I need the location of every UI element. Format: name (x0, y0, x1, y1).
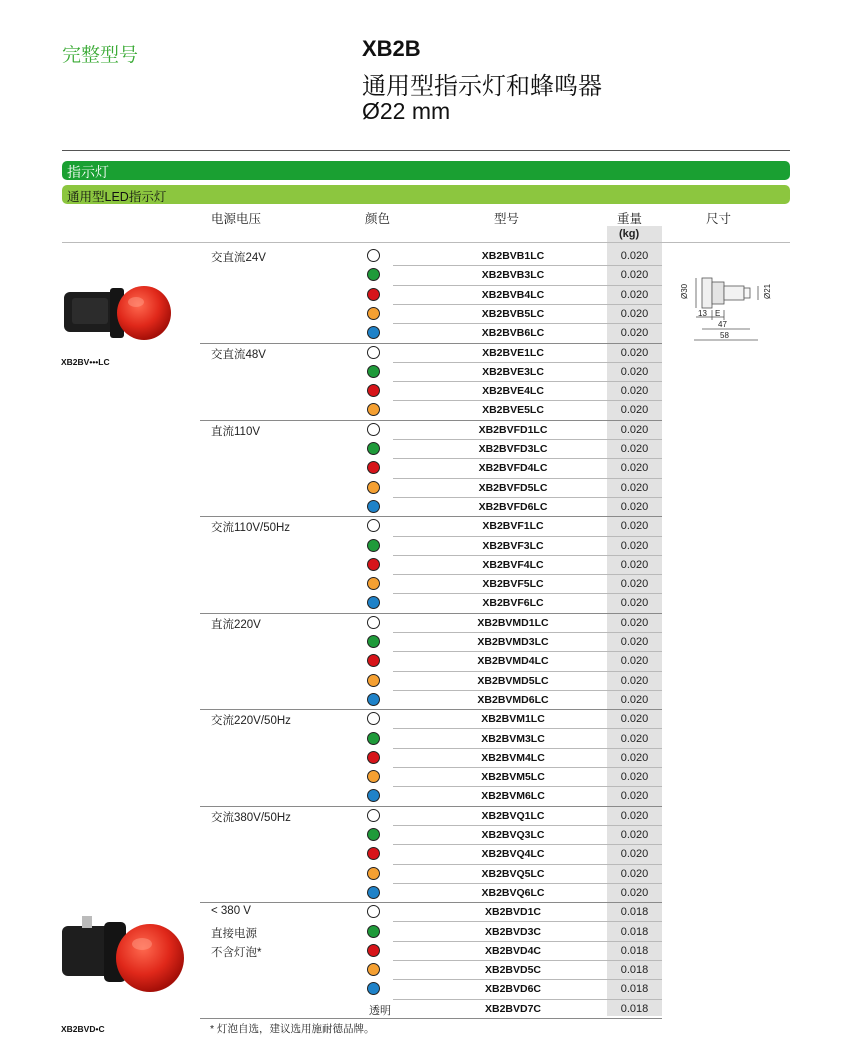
model-number: XB2BVE3LC (482, 365, 544, 378)
weight-value: 0.020 (620, 674, 649, 687)
model-number: XB2BVQ4LC (481, 848, 545, 861)
model-number: XB2BVB4LC (481, 288, 545, 301)
row-divider (393, 864, 662, 865)
row-divider (393, 728, 662, 729)
row-divider (393, 536, 662, 537)
weight-value: 0.018 (620, 906, 649, 919)
model-number: XB2BVMD1LC (477, 616, 549, 629)
dim-inner-diameter: Ø21 (763, 283, 772, 299)
voltage-label: 交流110V/50Hz (211, 522, 291, 535)
model-number: XB2BVM3LC (481, 732, 545, 745)
lamp-color-blue-icon (367, 789, 380, 802)
lamp-color-blue-icon (367, 886, 380, 899)
weight-value: 0.020 (620, 500, 649, 513)
weight-value: 0.020 (620, 269, 649, 282)
top-divider (62, 150, 790, 151)
voltage-label: 不含灯泡* (211, 946, 262, 959)
lamp-color-green-icon (367, 828, 380, 841)
weight-value: 0.020 (620, 365, 649, 378)
weight-value: 0.020 (620, 616, 649, 629)
model-number: XB2BVB6LC (481, 327, 545, 340)
subcategory-label: 通用型LED指示灯 (67, 190, 167, 204)
model-number: XB2BVB3LC (481, 269, 545, 282)
category-label: 指示灯 (67, 164, 109, 180)
weight-value: 0.020 (620, 713, 649, 726)
group-divider (200, 902, 662, 903)
weight-value: 0.020 (620, 790, 649, 803)
row-divider (393, 478, 662, 479)
model-number: XB2BVMD5LC (477, 674, 549, 687)
row-divider (393, 767, 662, 768)
voltage-label: 直接电源 (211, 927, 257, 940)
weight-value: 0.020 (620, 655, 649, 668)
lamp-color-red-icon (367, 751, 380, 764)
voltage-label: 交流220V/50Hz (211, 715, 291, 728)
lamp-color-red-icon (367, 384, 380, 397)
subcategory-bar (62, 185, 790, 204)
row-divider (393, 632, 662, 633)
lamp-color-green-icon (367, 925, 380, 938)
model-number: XB2BVE5LC (482, 404, 544, 417)
voltage-label: 直流220V (211, 618, 261, 631)
row-divider (393, 593, 662, 594)
weight-value: 0.020 (620, 732, 649, 745)
lamp-color-green-icon (367, 732, 380, 745)
row-divider (393, 304, 662, 305)
lamp-color-orange-icon (367, 307, 380, 320)
group-divider (200, 516, 662, 517)
weight-value: 0.020 (620, 848, 649, 861)
weight-value: 0.020 (620, 693, 649, 706)
weight-value: 0.020 (620, 462, 649, 475)
lamp-color-white-icon (367, 616, 380, 629)
row-divider (393, 999, 662, 1000)
lamp-color-orange-icon (367, 770, 380, 783)
model-number: XB2BVB1LC (481, 250, 545, 262)
model-number: XB2BVE1LC (482, 346, 544, 359)
lamp-color-orange-icon (367, 403, 380, 416)
weight-value: 0.020 (620, 404, 649, 417)
lamp-color-green-icon (367, 539, 380, 552)
weight-value: 0.020 (620, 829, 649, 841)
header-model: 型号 (494, 212, 520, 226)
model-number: XB2BVMD6LC (477, 693, 549, 706)
lamp-color-orange-icon (367, 577, 380, 590)
model-number: XB2BVF4LC (482, 558, 544, 571)
row-divider (393, 979, 662, 980)
weight-value: 0.020 (620, 867, 649, 880)
lamp-color-green-icon (367, 268, 380, 281)
lamp-color-orange-icon (367, 481, 380, 494)
footnote: * 灯泡自选，建议选用施耐德品牌。 (210, 1023, 375, 1035)
weight-value: 0.020 (620, 288, 649, 301)
lamp-color-blue-icon (367, 596, 380, 609)
model-number: XB2BVMD3LC (477, 636, 549, 648)
lamp-color-orange-icon (367, 674, 380, 687)
row-divider (393, 362, 662, 363)
lamp-color-text: 透明 (369, 1004, 391, 1017)
model-number: XB2BVFD6LC (478, 500, 548, 513)
model-number: XB2BVFD1LC (478, 423, 548, 436)
row-divider (393, 844, 662, 845)
weight-value: 0.020 (620, 250, 649, 262)
lamp-color-blue-icon (367, 693, 380, 706)
weight-value: 0.020 (620, 385, 649, 398)
weight-value: 0.020 (620, 443, 649, 455)
dimension-drawing (676, 266, 786, 346)
row-divider (393, 400, 662, 401)
photo-caption-2: XB2BVD•C (61, 1024, 105, 1034)
lamp-color-white-icon (367, 346, 380, 359)
row-divider (393, 323, 662, 324)
weight-value: 0.020 (620, 520, 649, 533)
group-divider (200, 806, 662, 807)
weight-value: 0.020 (620, 809, 649, 822)
weight-value: 0.020 (620, 307, 649, 320)
voltage-label: < 380 V (211, 905, 251, 918)
lamp-color-green-icon (367, 365, 380, 378)
row-divider (393, 555, 662, 556)
lamp-color-orange-icon (367, 867, 380, 880)
lamp-color-blue-icon (367, 982, 380, 995)
lamp-color-red-icon (367, 558, 380, 571)
category-bar (62, 161, 790, 180)
model-number: XB2BVQ1LC (481, 809, 545, 822)
model-number: XB2BVM6LC (481, 790, 545, 803)
dim-a: 13 (698, 309, 707, 318)
row-divider (393, 941, 662, 942)
weight-value: 0.020 (620, 327, 649, 340)
lamp-color-white-icon (367, 905, 380, 918)
model-number: XB2BVD1C (484, 906, 542, 919)
product-size: Ø22 mm (362, 98, 451, 124)
model-number: XB2BVF5LC (482, 578, 544, 591)
lamp-color-blue-icon (367, 326, 380, 339)
lamp-color-green-icon (367, 635, 380, 648)
lamp-color-red-icon (367, 654, 380, 667)
header-voltage: 电源电压 (211, 212, 262, 226)
weight-value: 0.020 (620, 481, 649, 494)
lamp-color-red-icon (367, 847, 380, 860)
lamp-color-white-icon (367, 712, 380, 725)
weight-value: 0.020 (620, 597, 649, 610)
weight-value: 0.020 (620, 539, 649, 552)
model-number: XB2BVM4LC (481, 751, 545, 764)
model-number: XB2BVD4C (484, 944, 542, 957)
lamp-color-red-icon (367, 288, 380, 301)
group-divider (200, 613, 662, 614)
header-dimensions: 尺寸 (706, 212, 732, 226)
weight-value: 0.018 (620, 964, 649, 977)
model-number: XB2BVD3C (484, 925, 542, 938)
dim-e: E (715, 309, 721, 318)
row-divider (393, 265, 662, 266)
lamp-color-green-icon (367, 442, 380, 455)
row-divider (393, 285, 662, 286)
product-subtitle: 通用型指示灯和蜂鸣器 (362, 73, 602, 100)
model-number: XB2BVQ6LC (481, 886, 545, 899)
row-divider (393, 748, 662, 749)
header-divider (62, 242, 790, 243)
weight-value: 0.020 (620, 423, 649, 436)
weight-value: 0.020 (620, 558, 649, 571)
model-number: XB2BVB5LC (481, 307, 545, 320)
header-weight: 重量 (617, 212, 643, 226)
model-number: XB2BVFD4LC (478, 462, 548, 475)
group-divider (200, 709, 662, 710)
voltage-label: 交直流24V (211, 252, 266, 264)
lamp-color-white-icon (367, 423, 380, 436)
header-weight-unit: (kg) (619, 228, 640, 240)
lamp-color-blue-icon (367, 500, 380, 513)
row-divider (393, 574, 662, 575)
lamp-color-white-icon (367, 519, 380, 532)
row-divider (393, 497, 662, 498)
row-divider (393, 921, 662, 922)
model-number: XB2BVD7C (484, 1002, 542, 1015)
dim-outer-diameter: Ø30 (680, 283, 689, 299)
weight-value: 0.018 (620, 1002, 649, 1015)
model-number: XB2BVF3LC (482, 539, 544, 552)
model-number: XB2BVF1LC (482, 520, 544, 533)
row-divider (393, 960, 662, 961)
group-divider (200, 1018, 662, 1019)
weight-value: 0.020 (620, 751, 649, 764)
model-number: XB2BVM5LC (481, 771, 545, 784)
lamp-color-white-icon (367, 249, 380, 262)
dim-c: 58 (720, 331, 729, 340)
weight-value: 0.020 (620, 771, 649, 784)
row-divider (393, 671, 662, 672)
model-number: XB2BVFD5LC (478, 481, 548, 494)
row-divider (393, 825, 662, 826)
model-number: XB2BVFD3LC (478, 443, 548, 455)
model-number: XB2BVE4LC (482, 385, 544, 398)
dim-b: 47 (718, 320, 727, 329)
voltage-label: 交直流48V (211, 348, 266, 361)
model-number: XB2BVF6LC (482, 597, 544, 610)
weight-value: 0.020 (620, 346, 649, 359)
model-number: XB2BVQ5LC (481, 867, 545, 880)
section-label: 完整型号 (62, 45, 139, 66)
weight-value: 0.018 (620, 983, 649, 996)
model-number: XB2BVM1LC (481, 713, 545, 726)
model-number: XB2BVMD4LC (477, 655, 549, 668)
weight-value: 0.020 (620, 578, 649, 591)
row-divider (393, 883, 662, 884)
group-divider (200, 343, 662, 344)
weight-value: 0.020 (620, 636, 649, 648)
row-divider (393, 381, 662, 382)
indicator-body-photo (58, 912, 188, 1002)
lamp-color-orange-icon (367, 963, 380, 976)
row-divider (393, 458, 662, 459)
row-divider (393, 439, 662, 440)
lamp-color-red-icon (367, 461, 380, 474)
lamp-color-red-icon (367, 944, 380, 957)
model-number: XB2BVD5C (484, 964, 542, 977)
indicator-light-photo (58, 282, 176, 348)
header-color: 颜色 (365, 212, 391, 226)
row-divider (393, 786, 662, 787)
voltage-label: 直流110V (211, 425, 261, 438)
model-number: XB2BVD6C (484, 983, 542, 996)
lamp-color-white-icon (367, 809, 380, 822)
row-divider (393, 651, 662, 652)
model-number: XB2BVQ3LC (481, 829, 545, 841)
product-title: XB2B (362, 36, 421, 61)
voltage-label: 交流380V/50Hz (211, 811, 291, 824)
photo-caption-1: XB2BV•••LC (61, 357, 110, 367)
group-divider (200, 420, 662, 421)
row-divider (393, 690, 662, 691)
weight-value: 0.018 (620, 944, 649, 957)
weight-value: 0.020 (620, 886, 649, 899)
weight-value: 0.018 (620, 925, 649, 938)
